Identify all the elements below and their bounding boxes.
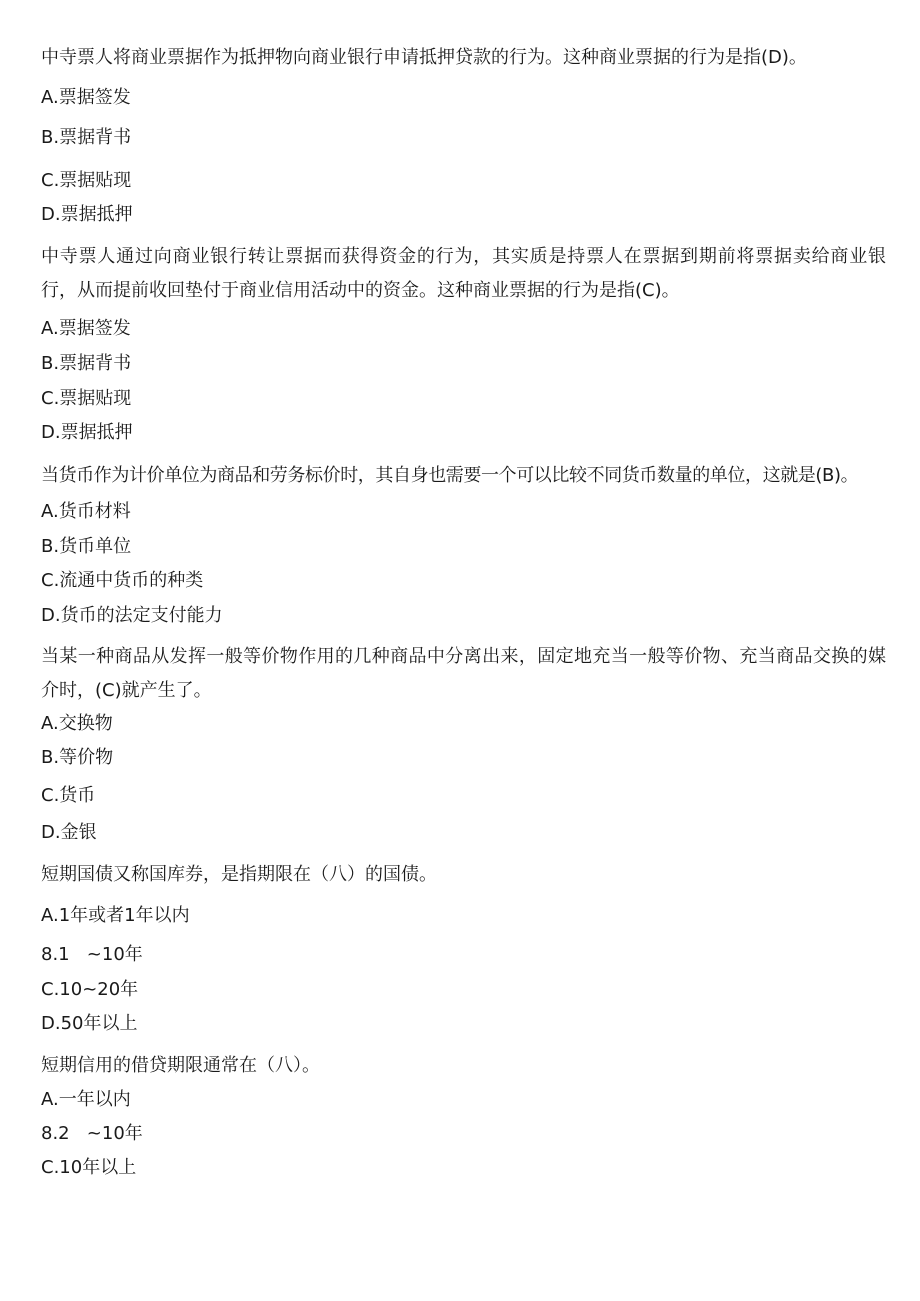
question-2-option-d: D.票据抵押 [41,422,133,443]
question-2-option-c: C.票据贴现 [41,388,132,409]
question-3-stem: 当货币作为计价单位为商品和劳务标价时，其自身也需要一个可以比较不同货币数量的单位，这就是(B)。 [41,465,859,486]
question-4-option-a: A.交换物 [41,713,113,734]
question-4-option-b: B.等价物 [41,747,114,768]
question-1-option-c: C.票据贴现 [41,170,132,191]
question-5-stem: 短期国债又称国库券，是指期限在（八）的国债。 [41,864,437,885]
question-4-option-d: D.金银 [41,822,97,843]
question-6-option-c: C.10年以上 [41,1157,137,1178]
question-6-stem: 短期信用的借贷期限通常在（八）。 [41,1055,320,1076]
question-5-option-c: C.10~20年 [41,979,139,1000]
question-3-option-d: D.货币的法定支付能力 [41,605,223,626]
question-3-option-b: B.货币单位 [41,536,132,557]
question-1-option-b: B.票据背书 [41,127,132,148]
question-5-option-b: 8.1 ~10年 [41,944,143,965]
question-1-stem: 中寺票人将商业票据作为抵押物向商业银行申请抵押贷款的行为。这种商业票据的行为是指(D)。 [41,47,807,68]
question-6-option-a: A.一年以内 [41,1089,131,1110]
question-1-option-d: D.票据抵押 [41,204,133,225]
question-1-option-a: A.票据签发 [41,87,131,108]
question-5-option-a: A.1年或者1年以内 [41,905,190,926]
question-4-option-c: C.货币 [41,785,96,806]
question-4-stem: 当某一种商品从发挥一般等价物作用的几种商品中分离出来，固定地充当一般等价物、充当商品交换的媒介时，(C)就产生了。 [41,646,886,701]
question-6-option-b: 8.2 ~10年 [41,1123,143,1144]
question-2-option-b: B.票据背书 [41,353,132,374]
question-2-stem: 中寺票人通过向商业银行转让票据而获得资金的行为，其实质是持票人在票据到期前将票据卖给商业银行，从而提前收回垫付于商业信用活动中的资金。这种商业票据的行为是指(C)。 [41,246,886,301]
question-3-option-c: C.流通中货币的种类 [41,570,204,591]
question-2-option-a: A.票据签发 [41,318,131,339]
question-5-option-d: D.50年以上 [41,1013,138,1034]
question-3-option-a: A.货币材料 [41,501,131,522]
